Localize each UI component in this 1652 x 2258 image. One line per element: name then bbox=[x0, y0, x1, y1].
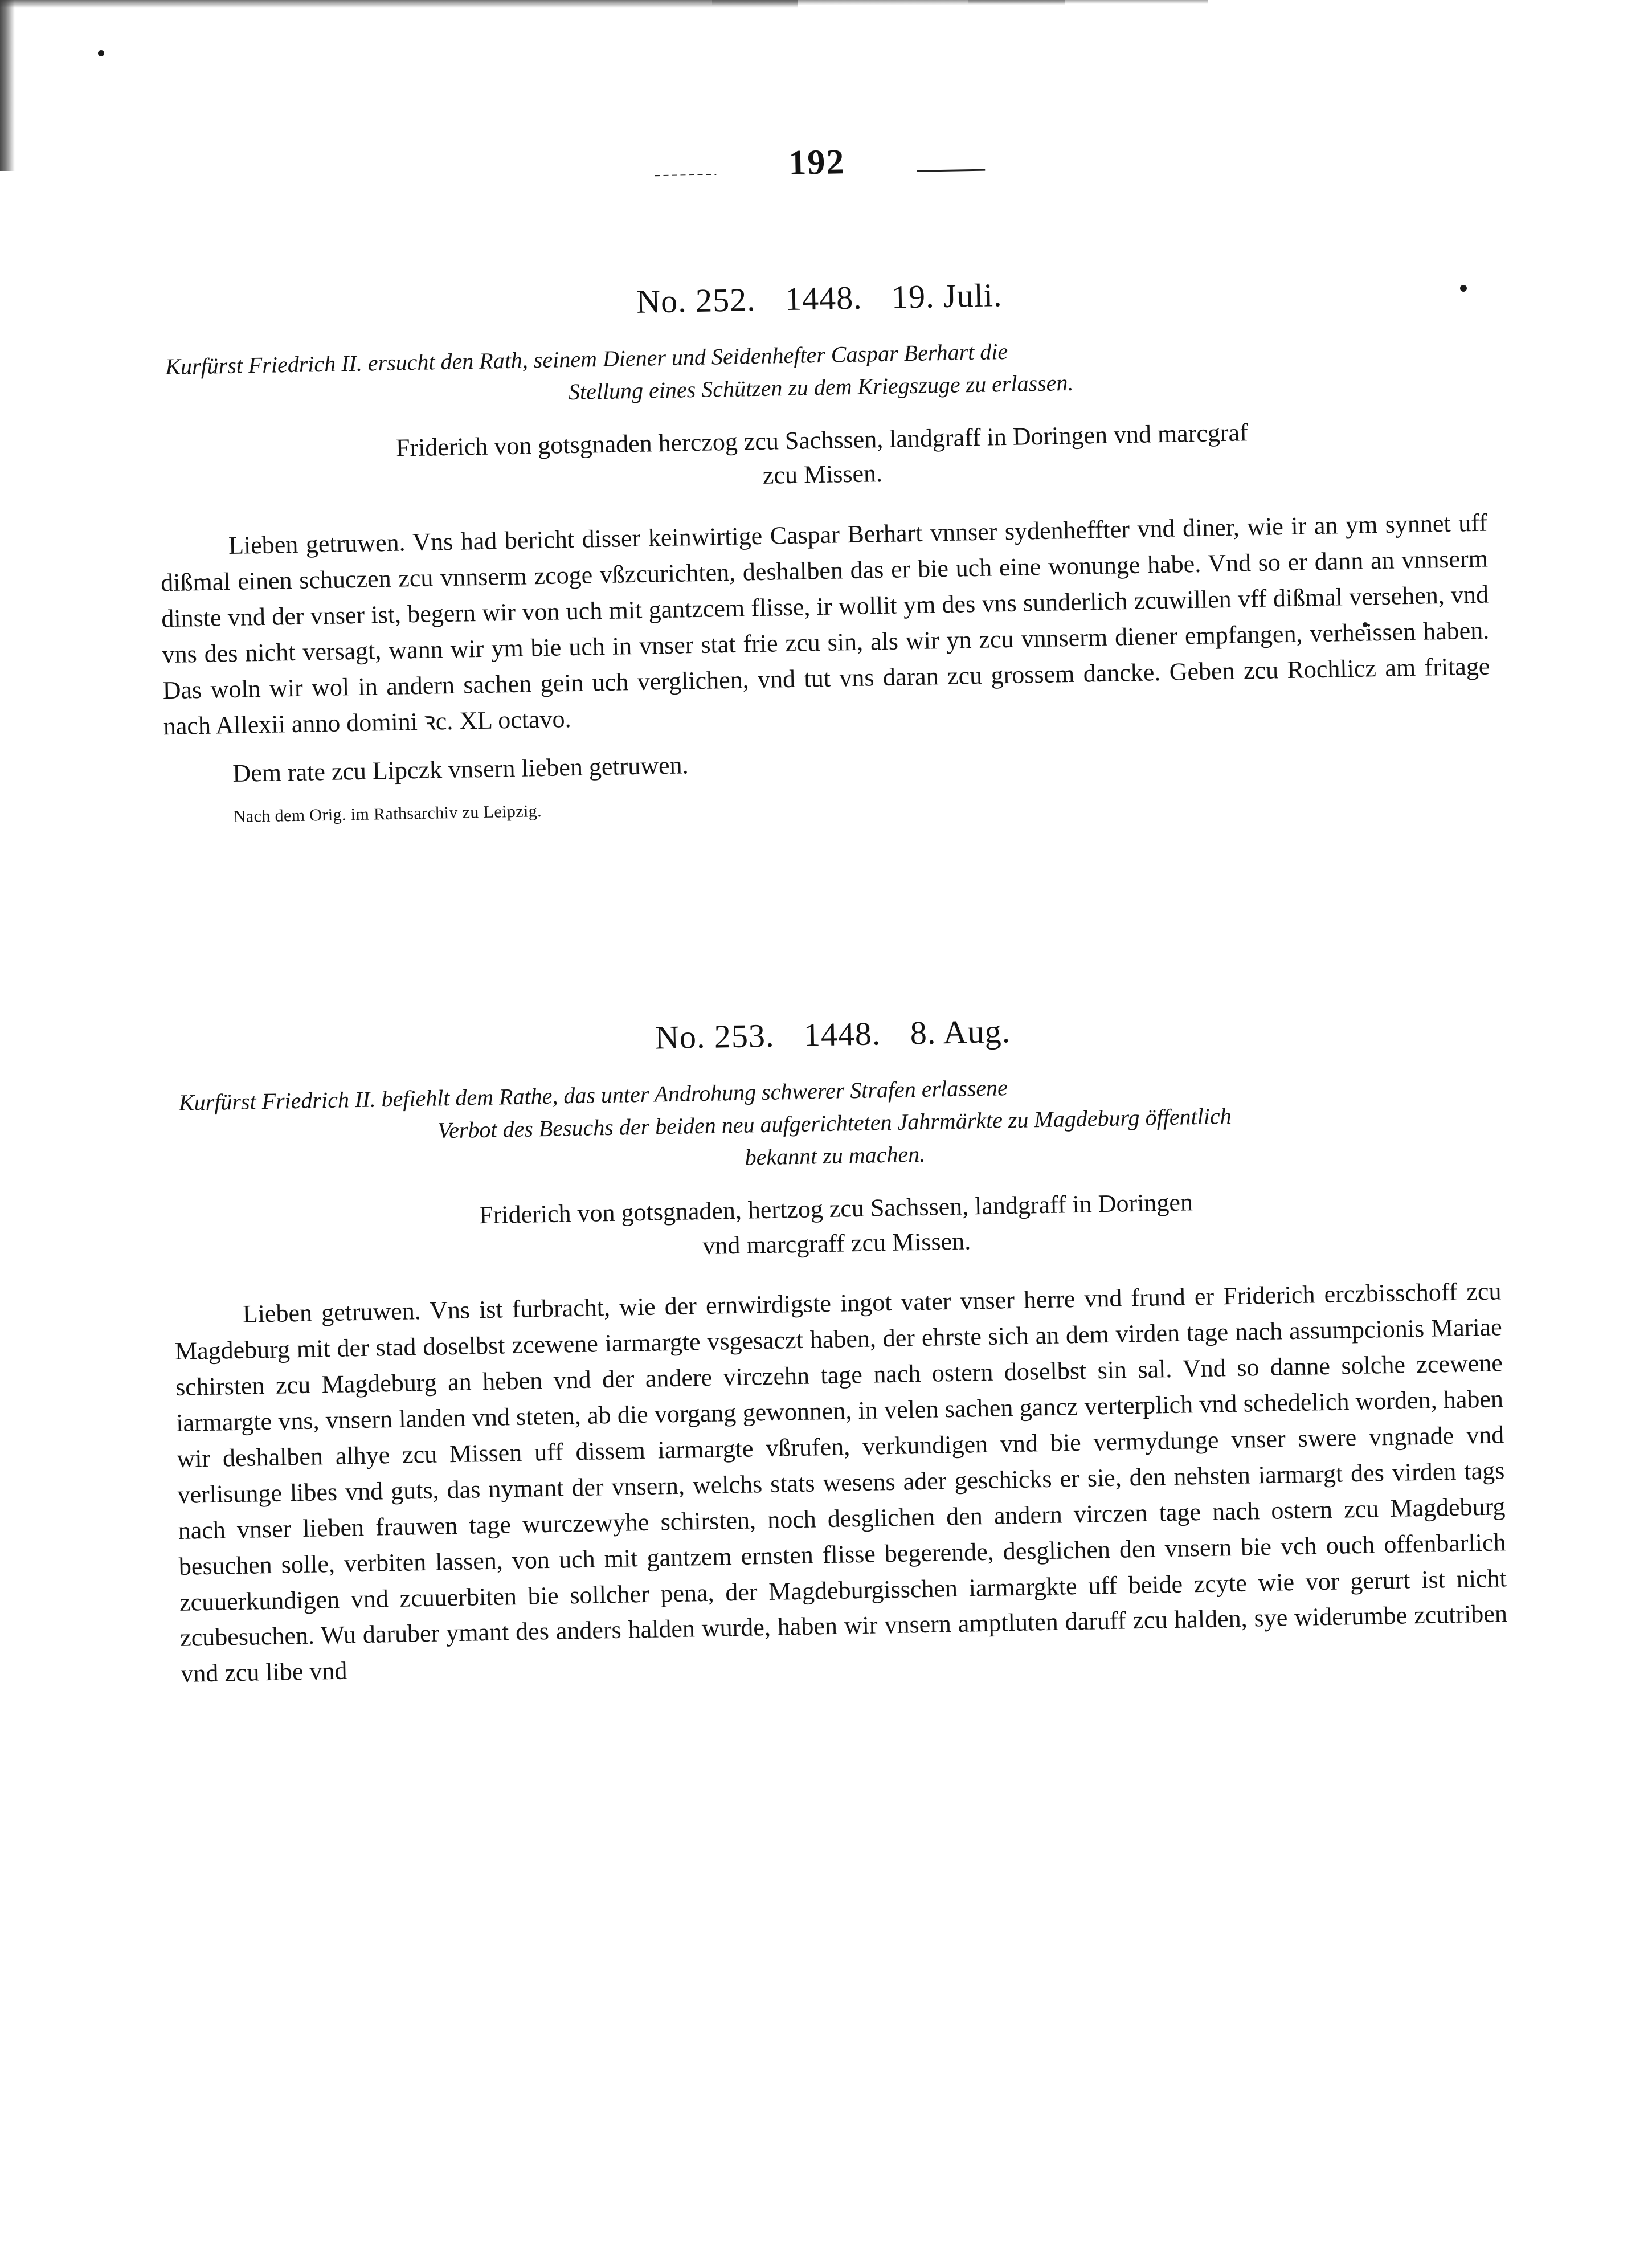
intitulatio-line: Friderich von gotsgnaden, hertzog zcu Sachssen, landgraff in Doringen bbox=[479, 1188, 1193, 1230]
charter-number: No. 252. bbox=[636, 281, 757, 320]
charter-date: 8. Aug. bbox=[910, 1012, 1011, 1052]
charter-intitulatio-252 bbox=[158, 411, 1487, 504]
charter-address-252: Dem rate zcu Lipczk vnsern lieben getruwen. bbox=[232, 751, 689, 788]
charter-body-252: Lieben getruwen. Vns had bericht disser keinwirtige Caspar Berhart vnnser sydenheffter vnd diner, wie ir an ym synnet uff dißmal einen schuczen zcu vnnserm zcoge vßzcurichten, deshalben das er bie uch eine wonunge habe. Vnd so er dann an vnnserm dinste vnd der vnser ist, begern wir von uch mit gantzcem flisse, ir wollit ym des vns sunderlich zcuwillen vff dißmal versehen, vnd vns des nicht versagt, wann wir ym bie uch in vnser stat frie zcu sin, als wir yn zcu vnnserm diener empfangen, verheissen haben. Das woln wir wol in andern sachen gein uch verglichen, vnd tut vns daran zcu grossem dancke. Geben zcu Rochlicz am fritage nach Allexii anno domini ꝛc. XL octavo. bbox=[160, 508, 1490, 740]
charter-regest-252 bbox=[165, 327, 1477, 416]
running-head bbox=[153, 130, 1481, 223]
intitulatio-line: vnd marcgraff zcu Missen. bbox=[702, 1226, 971, 1260]
page-content bbox=[150, 0, 1508, 1708]
charter-year: 1448. bbox=[784, 279, 863, 318]
page-number: 192 bbox=[788, 142, 846, 182]
charter-source-note-252: Nach dem Orig. im Rathsarchiv zu Leipzig. bbox=[233, 802, 542, 827]
charter-intitulatio-253 bbox=[172, 1179, 1500, 1273]
charter-regest-253 bbox=[178, 1063, 1490, 1185]
regest-line: bekannt zu machen. bbox=[745, 1141, 926, 1170]
charter-number: No. 253. bbox=[655, 1017, 775, 1056]
running-head-rule-left bbox=[655, 174, 716, 176]
regest-line: Kurfürst Friedrich II. befiehlt dem Rathe, das unter Androhung schwerer Strafen erlassene bbox=[178, 1075, 1008, 1116]
intitulatio-line: zcu Missen. bbox=[762, 459, 883, 490]
intitulatio-line: Friderich von gotsgnaden herczog zcu Sachssen, landgraff in Doringen vnd marcgraf bbox=[395, 418, 1249, 462]
charter-heading-252 bbox=[156, 267, 1483, 330]
charter-heading-253 bbox=[169, 1003, 1497, 1066]
regest-line: Verbot des Besuchs der beiden neu aufgerichteten Jahrmärkte zu Magdeburg öffentlich bbox=[437, 1103, 1232, 1144]
charter-body-253: Lieben getruwen. Vns ist furbracht, wie der ernwirdigste ingot vater vnser herre vnd frund er Friderich erczbisschoff zcu Magdeburg mit der stad doselbst zcewene iarmargte vsgesaczt haben, der ehrste sich an dem virden tage nach assumpcionis Mariae schirsten zcu Magdeburg an heben vnd der andere virczehn tage nach ostern doselbst sin sal. Vnd so danne solche zcewene iarmargte vns, vnsern landen vnd steten, ab die vorgang gewonnen, in velen sachen gancz verterplich vnd schedelich worden, haben wir deshalben alhye zcu Missen uff dissem iarmargte vßrufen, verkundigen vnd bie vermydunge vnser swere vngnade vnd verlisunge libes vnd guts, das nymant der vnsern, welchs stats wesens ader geschicks er sie, den nehsten iarmargt des virden tags nach vnser lieben frauwen tage wurczewyhe schirsten, noch desglichen den andern virczen tage nach ostern zcu Magdeburg besuchen solle, verbiten lassen, von uch mit gantzem ernsten flisse begerende, desglichen den vnsern bie vch ouch offenbarlich zcuuerkundigen vnd zcuuerbiten bie sollcher pena, der Magdeburgisschen iarmargkte uff beide zcyte wie vor gerurt ist nicht zcubesuchen. Wu daruber ymant des anders halden wurde, haben wir vnsern amptluten daruff zcu halden, sye widerumbe zcutriben vnd zcu libe vnd bbox=[174, 1277, 1508, 1688]
section-spacer bbox=[165, 804, 1495, 959]
regest-line: Kurfürst Friedrich II. ersucht den Rath, seinem Diener und Seidenhefter Caspar Berhart die bbox=[165, 338, 1008, 380]
charter-year: 1448. bbox=[803, 1015, 881, 1054]
regest-line: Stellung eines Schützen zu dem Kriegszuge zu erlassen. bbox=[568, 369, 1074, 405]
charter-date: 19. Juli. bbox=[891, 276, 1003, 316]
charter-entry-253 bbox=[169, 1003, 1508, 1692]
running-head-rule-right bbox=[917, 169, 985, 172]
charter-entry-252 bbox=[156, 267, 1492, 828]
